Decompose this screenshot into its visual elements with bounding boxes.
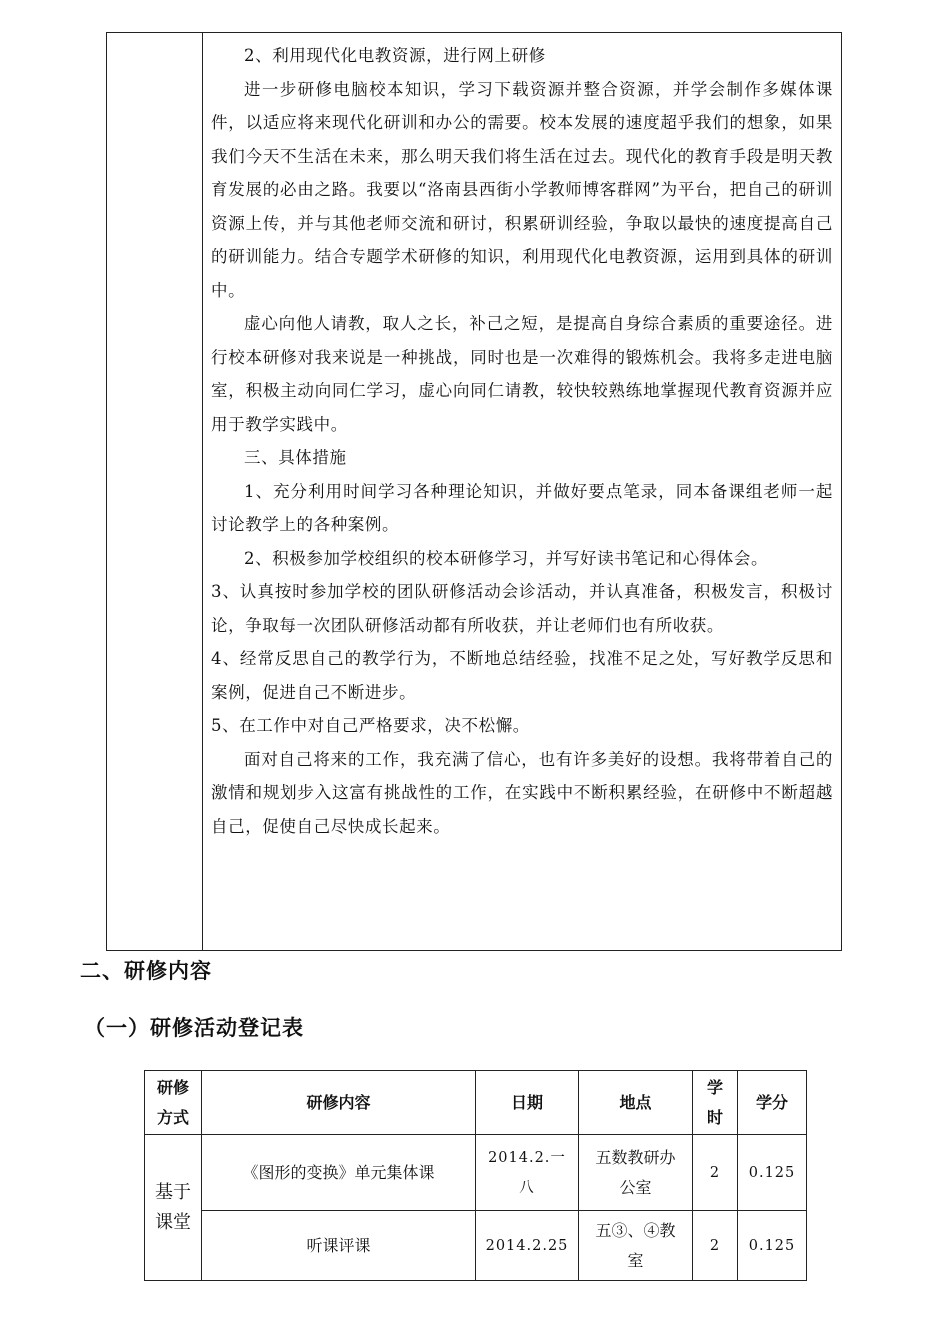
credit-cell: 0.125	[738, 1211, 807, 1281]
plan-paragraph: 1、充分利用时间学习各种理论知识，并做好要点笔录，同本备课组老师一起讨论教学上的各种案例。	[211, 481, 833, 534]
place-cell: 五③、④教室	[579, 1211, 693, 1281]
plan-content	[211, 39, 833, 843]
plan-paragraph: 2、利用现代化电教资源，进行网上研修	[244, 46, 546, 65]
section-title: 二、研修内容	[80, 959, 212, 983]
hours-cell: 2	[693, 1135, 738, 1211]
method-cell: 基于课堂	[145, 1135, 202, 1281]
header-credit: 学分	[738, 1071, 807, 1135]
header-date: 日期	[476, 1071, 579, 1135]
plan-paragraph: 虚心向他人请教，取人之长，补己之短，是提高自身综合素质的重要途径。进行校本研修对我来说是一种挑战，同时也是一次难得的锻炼机会。我将多走进电脑室，积极主动向同仁学习，虚心向同仁请教，较快较熟练地掌握现代教育资源并应用于教学实践中。	[211, 314, 833, 434]
activity-register-table	[144, 1070, 807, 1281]
plan-paragraph: 2、积极参加学校组织的校本研修学习，并写好读书笔记和心得体会。	[244, 548, 769, 568]
header-place: 地点	[579, 1071, 693, 1135]
table-header-row	[145, 1071, 807, 1135]
content-cell: 听课评课	[202, 1211, 476, 1281]
plan-paragraph: 4、经常反思自己的教学行为，不断地总结经验，找准不足之处，写好教学反思和案例，促进自己不断进步。	[211, 649, 833, 702]
subsection-title: （一）研修活动登记表	[84, 1016, 304, 1040]
plan-subheading: 三、具体措施	[244, 448, 347, 467]
table-row	[145, 1211, 807, 1281]
content-cell: 《图形的变换》单元集体课	[202, 1135, 476, 1211]
plan-paragraph: 进一步研修电脑校本知识，学习下载资源并整合资源，并学会制作多媒体课件，以适应将来现代化研训和办公的需要。校本发展的速度超乎我们的想象，如果我们今天不生活在未来，那么明天我们将生活在过去。现代化的教育手段是明天教育发展的必由之路。我要以“洛南县西街小学教师博客群网”为平台，把自己的研训资源上传，并与其他老师交流和研讨，积累研训经验，争取以最快的速度提高自己的研训能力。结合专题学术研修的知识，利用现代化电教资源，运用到具体的研训中。	[211, 79, 833, 300]
date-cell: 2014.2.一八	[476, 1135, 579, 1211]
header-content: 研修内容	[202, 1071, 476, 1135]
place-cell: 五数教研办公室	[579, 1135, 693, 1211]
plan-paragraph: 5、在工作中对自己严格要求，决不松懈。	[211, 716, 530, 735]
date-cell: 2014.2.25	[476, 1211, 579, 1281]
plan-table-label-column	[107, 33, 203, 950]
plan-paragraph: 3、认真按时参加学校的团队研修活动会诊活动，并认真准备，积极发言，积极讨论，争取每一次团队研修活动都有所收获，并让老师们也有所收获。	[211, 582, 833, 635]
hours-cell: 2	[693, 1211, 738, 1281]
table-row	[145, 1135, 807, 1211]
plan-table	[106, 32, 842, 951]
plan-paragraph: 面对自己将来的工作，我充满了信心，也有许多美好的设想。我将带着自己的激情和规划步入这富有挑战性的工作，在实践中不断积累经验，在研修中不断超越自己，促使自己尽快成长起来。	[211, 749, 833, 836]
header-method: 研修方式	[145, 1071, 202, 1135]
credit-cell: 0.125	[738, 1135, 807, 1211]
header-hours: 学时	[693, 1071, 738, 1135]
